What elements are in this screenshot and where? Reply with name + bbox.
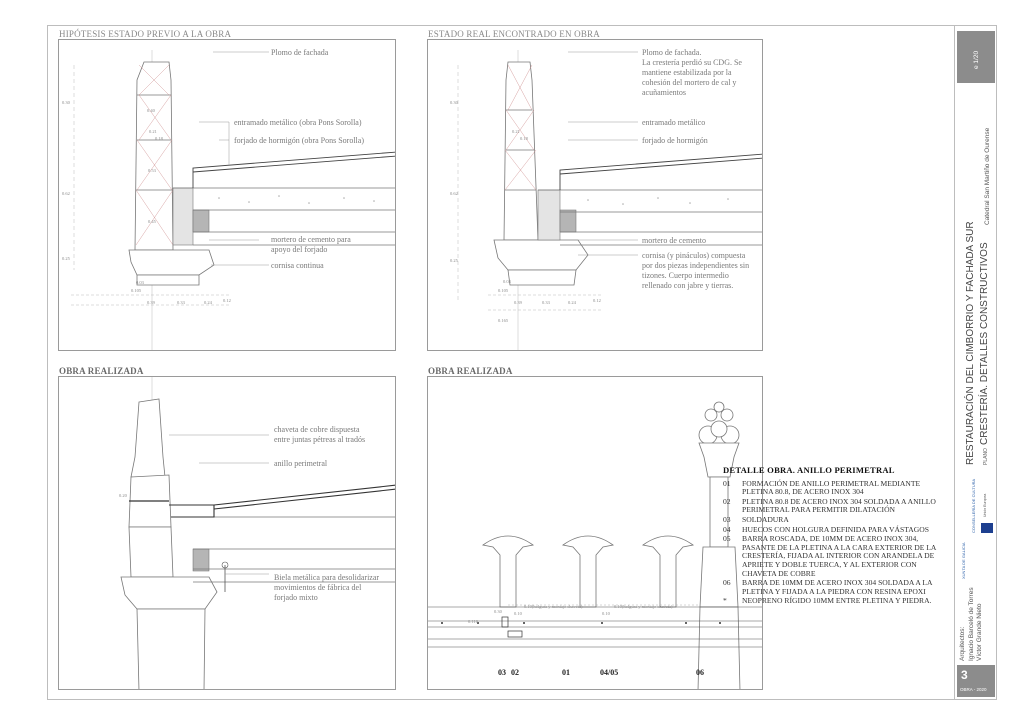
label-forjado-2: forjado de hormigón: [642, 136, 708, 145]
svg-text:0.21: 0.21: [512, 129, 520, 134]
svg-text:0.40: 0.40: [147, 108, 155, 113]
label-cornisa-2: cornisa (y pináculos) compuesta: [642, 251, 746, 260]
panel-hypothesis: [58, 39, 396, 351]
callout-06: 06: [696, 668, 704, 677]
cement-mortar: [173, 188, 193, 245]
label-forjado: forjado de hormigón (obra Pons Sorolla): [234, 136, 364, 145]
section-drawing-3: [59, 377, 396, 690]
svg-text:0.30: 0.30: [494, 609, 502, 614]
legend-item: 06 BARRA DE 10MM DE ACERO INOX 304 SOLDADA A LA PLETINA Y FIJADA A LA PIEDRA CON RESINA EPOXI: [723, 578, 933, 596]
svg-text:0.10(holgura y montaje chaveta: 0.10(holgura y montaje chaveta): [614, 604, 673, 609]
elevation-drawing: [428, 377, 763, 690]
svg-text:0.10: 0.10: [514, 611, 522, 616]
svg-text:0.10(holgura y montaje chaveta: 0.10(holgura y montaje chaveta): [524, 604, 583, 609]
svg-text:rellenado con jabre y tierras.: rellenado con jabre y tierras.: [642, 281, 734, 290]
legend-item: 02 PLETINA 80.8 DE ACERO INOX 304 SOLDADA A ANILLO PERIMETRAL PARA PERMITIR DILATACIÓN: [723, 496, 936, 515]
scale-label: e 1/20: [973, 50, 980, 69]
client-name: Catedral San Martiño de Ourense: [984, 127, 991, 225]
label-plomo-2: Plomo de fachada.: [642, 48, 702, 57]
svg-text:forjado mixto: forjado mixto: [274, 593, 318, 602]
section-drawing-2: [428, 40, 763, 351]
svg-text:0.25: 0.25: [450, 258, 458, 263]
section-drawing-1: [59, 40, 396, 351]
callout-02: 02: [511, 668, 519, 677]
svg-text:por dos piezas independientes: por dos piezas independientes sin: [642, 261, 750, 270]
svg-text:cohesión del mortero de cal y: cohesión del mortero de cal y: [642, 78, 737, 87]
label-cornisa: cornisa continua: [271, 261, 324, 270]
sheet-date: OBRA - 2020: [960, 687, 987, 692]
label-anillo: anillo perimetral: [274, 459, 328, 468]
svg-text:0.03: 0.03: [503, 279, 511, 284]
svg-text:0.10: 0.10: [602, 611, 610, 616]
architect-1: Ignacio Barceló de Torres: [968, 587, 975, 661]
panel-2-title: ESTADO REAL ENCONTRADO EN OBRA: [428, 29, 600, 39]
svg-text:0.33: 0.33: [177, 300, 185, 305]
legend-item: 01 FORMACIÓN DE ANILLO PERIMETRAL MEDIANTE PLETINA 80.8, DE ACERO INOX 304: [723, 478, 921, 497]
svg-text:0.24: 0.24: [568, 300, 576, 305]
svg-text:0.45: 0.45: [148, 219, 156, 224]
legend-item: * NEOPRENO RÍGIDO 10MM ENTRE PLETINA Y PIEDRA.: [723, 596, 932, 606]
svg-text:0.18: 0.18: [155, 136, 163, 141]
legend-title: DETALLE OBRA. ANILLO PERIMETRAL: [723, 465, 895, 475]
panel-1-title: HIPÓTESIS ESTADO PREVIO A LA OBRA: [59, 29, 232, 39]
svg-text:La crestería perdió su CDG. Se: La crestería perdió su CDG. Se: [642, 58, 742, 67]
label-mortero-2b: mortero de cemento: [642, 236, 706, 245]
svg-text:0.53: 0.53: [148, 168, 156, 173]
svg-text:movimientos de fábrica del: movimientos de fábrica del: [274, 583, 362, 592]
label-biela: Biela metálica para desolidarizar: [274, 573, 380, 582]
label-chaveta: chaveta de cobre dispuesta: [274, 425, 360, 434]
legend-item: 03 SOLDADURA: [723, 514, 789, 524]
sheet-number: 3: [961, 668, 968, 682]
svg-text:0.39: 0.39: [147, 300, 155, 305]
svg-text:acuñamientos: acuñamientos: [642, 88, 686, 97]
label-plomo: Plomo de fachada: [271, 48, 329, 57]
svg-text:0.30: 0.30: [450, 100, 458, 105]
svg-text:entre juntas pétreas al tradós: entre juntas pétreas al tradós: [274, 435, 366, 444]
svg-text:0.39: 0.39: [514, 300, 522, 305]
logo-conselleria: CONSELLERÍA DE CULTURA: [971, 478, 976, 533]
svg-text:mantiene estabilizada por la: mantiene estabilizada por la: [642, 68, 732, 77]
svg-text:0.03: 0.03: [136, 280, 144, 285]
logo-xunta: XUNTA DE GALICIA: [961, 542, 966, 579]
svg-text:0.62: 0.62: [450, 191, 458, 196]
label-entramado-2: entramado metálico: [642, 118, 706, 127]
plate-mark: [508, 631, 522, 637]
svg-text:0.105: 0.105: [131, 288, 142, 293]
svg-text:0.21: 0.21: [149, 129, 157, 134]
eu-flag-icon: [981, 523, 993, 533]
callout-04-05: 04/05: [600, 668, 619, 677]
callout-01: 01: [562, 668, 570, 677]
panel-real-state: [427, 39, 763, 351]
plan-label: PLANO: [983, 448, 989, 465]
plan-title: CRESTERÍA. DETALLES CONSTRUCTIVOS: [979, 242, 990, 445]
svg-text:0.12: 0.12: [593, 298, 601, 303]
svg-text:0.25: 0.25: [62, 256, 70, 261]
institutional-logos: [957, 478, 995, 583]
panel-3-title: OBRA REALIZADA: [59, 366, 144, 376]
panel-4-title: OBRA REALIZADA: [428, 366, 513, 376]
project-title: RESTAURACIÓN DEL CIMBORRIO Y FACHADA SUR: [965, 221, 976, 465]
callout-03: 03: [498, 668, 506, 677]
title-block: [954, 25, 997, 700]
label-mortero-2: apoyo del forjado: [271, 245, 328, 254]
scale-box: [957, 31, 995, 83]
legend-anillo-perimetral: [723, 466, 948, 607]
label-entramado: entramado metálico (obra Pons Sorolla): [234, 118, 362, 127]
svg-text:tizones. Cuerpo intermedio: tizones. Cuerpo intermedio: [642, 271, 729, 280]
svg-text:0.12: 0.12: [223, 298, 231, 303]
weld-mark: [502, 617, 508, 627]
svg-text:0.30: 0.30: [62, 100, 70, 105]
svg-text:0.33: 0.33: [542, 300, 550, 305]
sheet-number-box: [957, 665, 995, 697]
architect-2: Víctor Grande Nieto: [976, 603, 983, 661]
dimension-3: 0.20: [119, 493, 127, 498]
legend-item: 05 BARRA ROSCADA, DE 10MM DE ACERO INOX 304, PASANTE DE LA PLETINA A LA CARA EXTERIOR DE LA CRESTERÍA, FIJADA AL INTERIOR CON ARANDELA DE APRIETE Y DOBLE TUERCA, Y AL EXTERIOR CON CHAVETA DE COBRE: [723, 534, 937, 578]
panel-work-elevation: [427, 376, 763, 690]
svg-text:0.24: 0.24: [204, 300, 212, 305]
architects-label: Arquitectos:: [959, 626, 966, 661]
svg-text:0.110: 0.110: [468, 619, 478, 624]
logo-eu: Unión Europea: [983, 493, 987, 517]
label-mortero: mortero de cemento para: [271, 235, 351, 244]
svg-text:0.18: 0.18: [520, 136, 528, 141]
svg-text:0.62: 0.62: [62, 191, 70, 196]
svg-text:0.105: 0.105: [498, 288, 509, 293]
svg-text:0.165: 0.165: [498, 318, 509, 323]
metal-frame: [193, 152, 396, 188]
perimeter-ring: [169, 485, 396, 517]
legend-item: 04 HUECOS CON HOLGURA DEFINIDA PARA VÁSTAGOS: [723, 524, 929, 534]
panel-work-done: [58, 376, 396, 690]
